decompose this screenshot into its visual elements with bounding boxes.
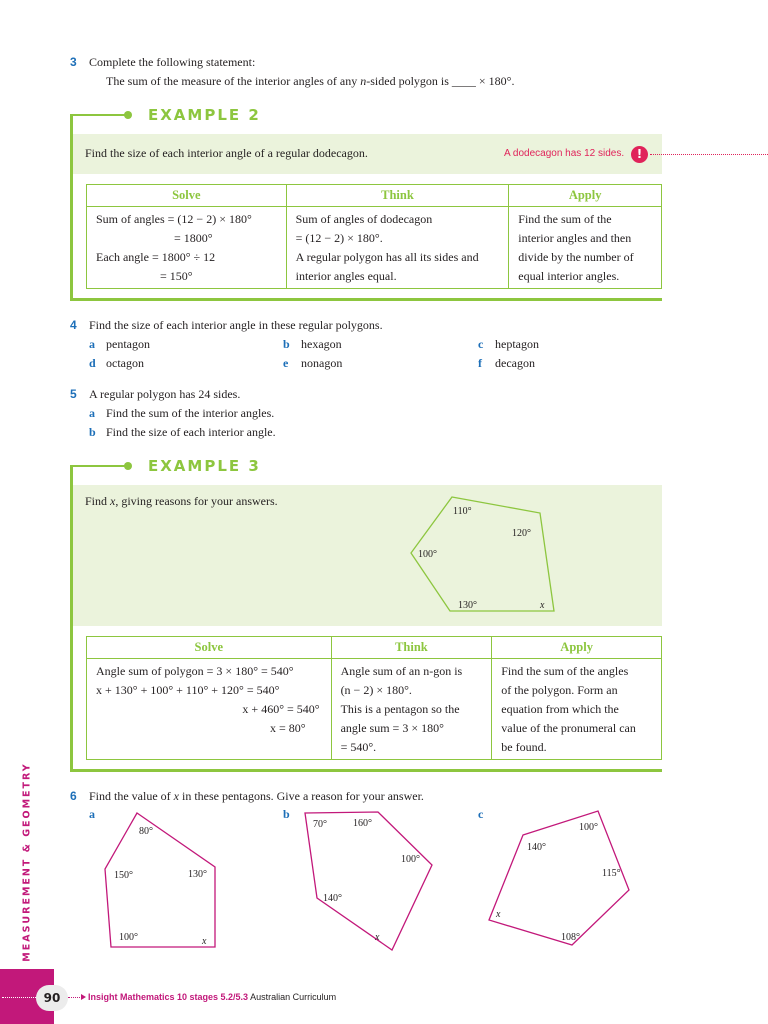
question-6-part-letter: b — [283, 807, 290, 821]
example-3-apply-cell: Find the sum of the angles of the polygon. Form an equation from which the value of the pronumeral can be found. — [492, 659, 662, 760]
question-4-part-letter: f — [478, 356, 482, 370]
example-2-hint: A dodecagon has 12 sides. — [504, 148, 625, 159]
question-4-part-text: decagon — [495, 356, 535, 370]
example-2-think-cell: Sum of angles of dodecagon = (12 − 2) × 180°. A regular polygon has all its sides and interior angles equal. — [286, 207, 509, 289]
question-5-number: 5 — [70, 387, 77, 401]
angle-label: 150° — [114, 870, 133, 881]
example-3-rule-dot — [124, 462, 132, 470]
question-6-part-letter: c — [478, 807, 484, 821]
example-2-problem: Find the size of each interior angle of a regular dodecagon. — [85, 146, 368, 160]
angle-label: 100° — [401, 854, 420, 865]
angle-label: 108° — [561, 932, 580, 943]
question-3-text: Complete the following statement: — [89, 55, 256, 69]
angle-label: 80° — [139, 826, 153, 837]
question-4-part-text: octagon — [106, 356, 144, 370]
pentagon-b — [305, 812, 432, 950]
angle-label: 100° — [418, 549, 437, 560]
question-4-part-letter: c — [478, 337, 484, 351]
example-3-pentagon-figure — [400, 490, 570, 618]
footer-book-title: Insight Mathematics 10 stages 5.2/5.3 — [88, 992, 249, 1002]
question-4-part-text: heptagon — [495, 337, 539, 351]
question-4-number: 4 — [70, 318, 77, 332]
angle-label: 130° — [458, 600, 477, 611]
example-2-top-rule — [70, 114, 128, 116]
question-5-part-text: Find the size of each interior angle. — [106, 425, 276, 439]
angle-label: 120° — [512, 528, 531, 539]
example-3-table — [86, 636, 662, 760]
question-6-part-letter: a — [89, 807, 95, 821]
angle-label: 100° — [579, 822, 598, 833]
table-header-solve: Solve — [87, 185, 287, 207]
pentagon-c-figure — [480, 805, 635, 955]
example-2-bottom-rule — [70, 298, 662, 301]
angle-label: 110° — [453, 506, 472, 517]
question-4-part-letter: d — [89, 356, 96, 370]
angle-label-x: x — [375, 932, 380, 943]
angle-label: 140° — [323, 893, 342, 904]
example-3-think-cell: Angle sum of an n-gon is (n − 2) × 180°. This is a pentagon so the angle sum = 3 × 180° = 540°. — [331, 659, 492, 760]
example-3-heading: EXAMPLE 3 — [148, 457, 261, 475]
angle-label: 140° — [527, 842, 546, 853]
pentagon-b-figure — [300, 805, 440, 953]
angle-label-x: x — [496, 909, 501, 920]
page-number: 90 — [36, 985, 68, 1011]
angle-label: 70° — [313, 819, 327, 830]
question-4-text: Find the size of each interior angle in these regular polygons. — [89, 318, 383, 332]
example-2-heading: EXAMPLE 2 — [148, 106, 261, 124]
question-4-part-letter: b — [283, 337, 290, 351]
angle-label-x: x — [540, 600, 545, 611]
table-header-apply: Apply — [509, 185, 662, 207]
section-sidebar — [0, 755, 54, 969]
table-header-solve: Solve — [87, 637, 332, 659]
footer-dotted-leader — [68, 997, 82, 998]
question-6-text: Find the value of x in these pentagons. Give a reason for your answer. — [89, 789, 424, 803]
question-5-part-text: Find the sum of the interior angles. — [106, 406, 275, 420]
question-4-part-letter: e — [283, 356, 289, 370]
example-2-rule-dot — [124, 111, 132, 119]
question-3-statement: The sum of the measure of the interior angles of any n-sided polygon is ____ × 180°. — [106, 74, 515, 88]
question-5-part-letter: b — [89, 425, 96, 439]
table-header-think: Think — [331, 637, 492, 659]
section-sidebar-label: MEASUREMENT & GEOMETRY — [21, 762, 33, 962]
question-4-part-text: hexagon — [301, 337, 342, 351]
question-3-number: 3 — [70, 55, 77, 69]
footer-dotted-leader — [2, 997, 36, 998]
example-2-solve-cell: Sum of angles = (12 − 2) × 180° = 1800° Each angle = 1800° ÷ 12 = 150° — [87, 207, 287, 289]
example-3-problem: Find x, giving reasons for your answers. — [85, 494, 278, 508]
footer-arrow-icon — [81, 994, 86, 1000]
pentagon-a-figure — [100, 805, 225, 955]
example-2-apply-cell: Find the sum of the interior angles and then divide by the number of equal interior angles. — [509, 207, 662, 289]
angle-label: 130° — [188, 869, 207, 880]
question-4-part-text: nonagon — [301, 356, 343, 370]
footer-text — [88, 992, 336, 1002]
angle-label: 115° — [602, 868, 621, 879]
example-2-table — [86, 184, 662, 289]
example-3-solve-cell: Angle sum of polygon = 3 × 180° = 540° x + 130° + 100° + 110° + 120° = 540° x + 460° = 540° x = 80° — [87, 659, 332, 760]
example-3-bottom-rule — [70, 769, 662, 772]
footer-course: Australian Curriculum — [250, 992, 337, 1002]
table-header-apply: Apply — [492, 637, 662, 659]
question-4-part-letter: a — [89, 337, 95, 351]
angle-label-x: x — [202, 936, 207, 947]
angle-label: 160° — [353, 818, 372, 829]
question-6-number: 6 — [70, 789, 77, 803]
question-5-part-letter: a — [89, 406, 95, 420]
question-4-part-text: pentagon — [106, 337, 150, 351]
table-header-think: Think — [286, 185, 509, 207]
hint-dotted-leader — [650, 154, 768, 155]
angle-label: 100° — [119, 932, 138, 943]
example-3-top-rule — [70, 465, 128, 467]
alert-icon: ! — [631, 146, 648, 163]
question-5-text: A regular polygon has 24 sides. — [89, 387, 241, 401]
